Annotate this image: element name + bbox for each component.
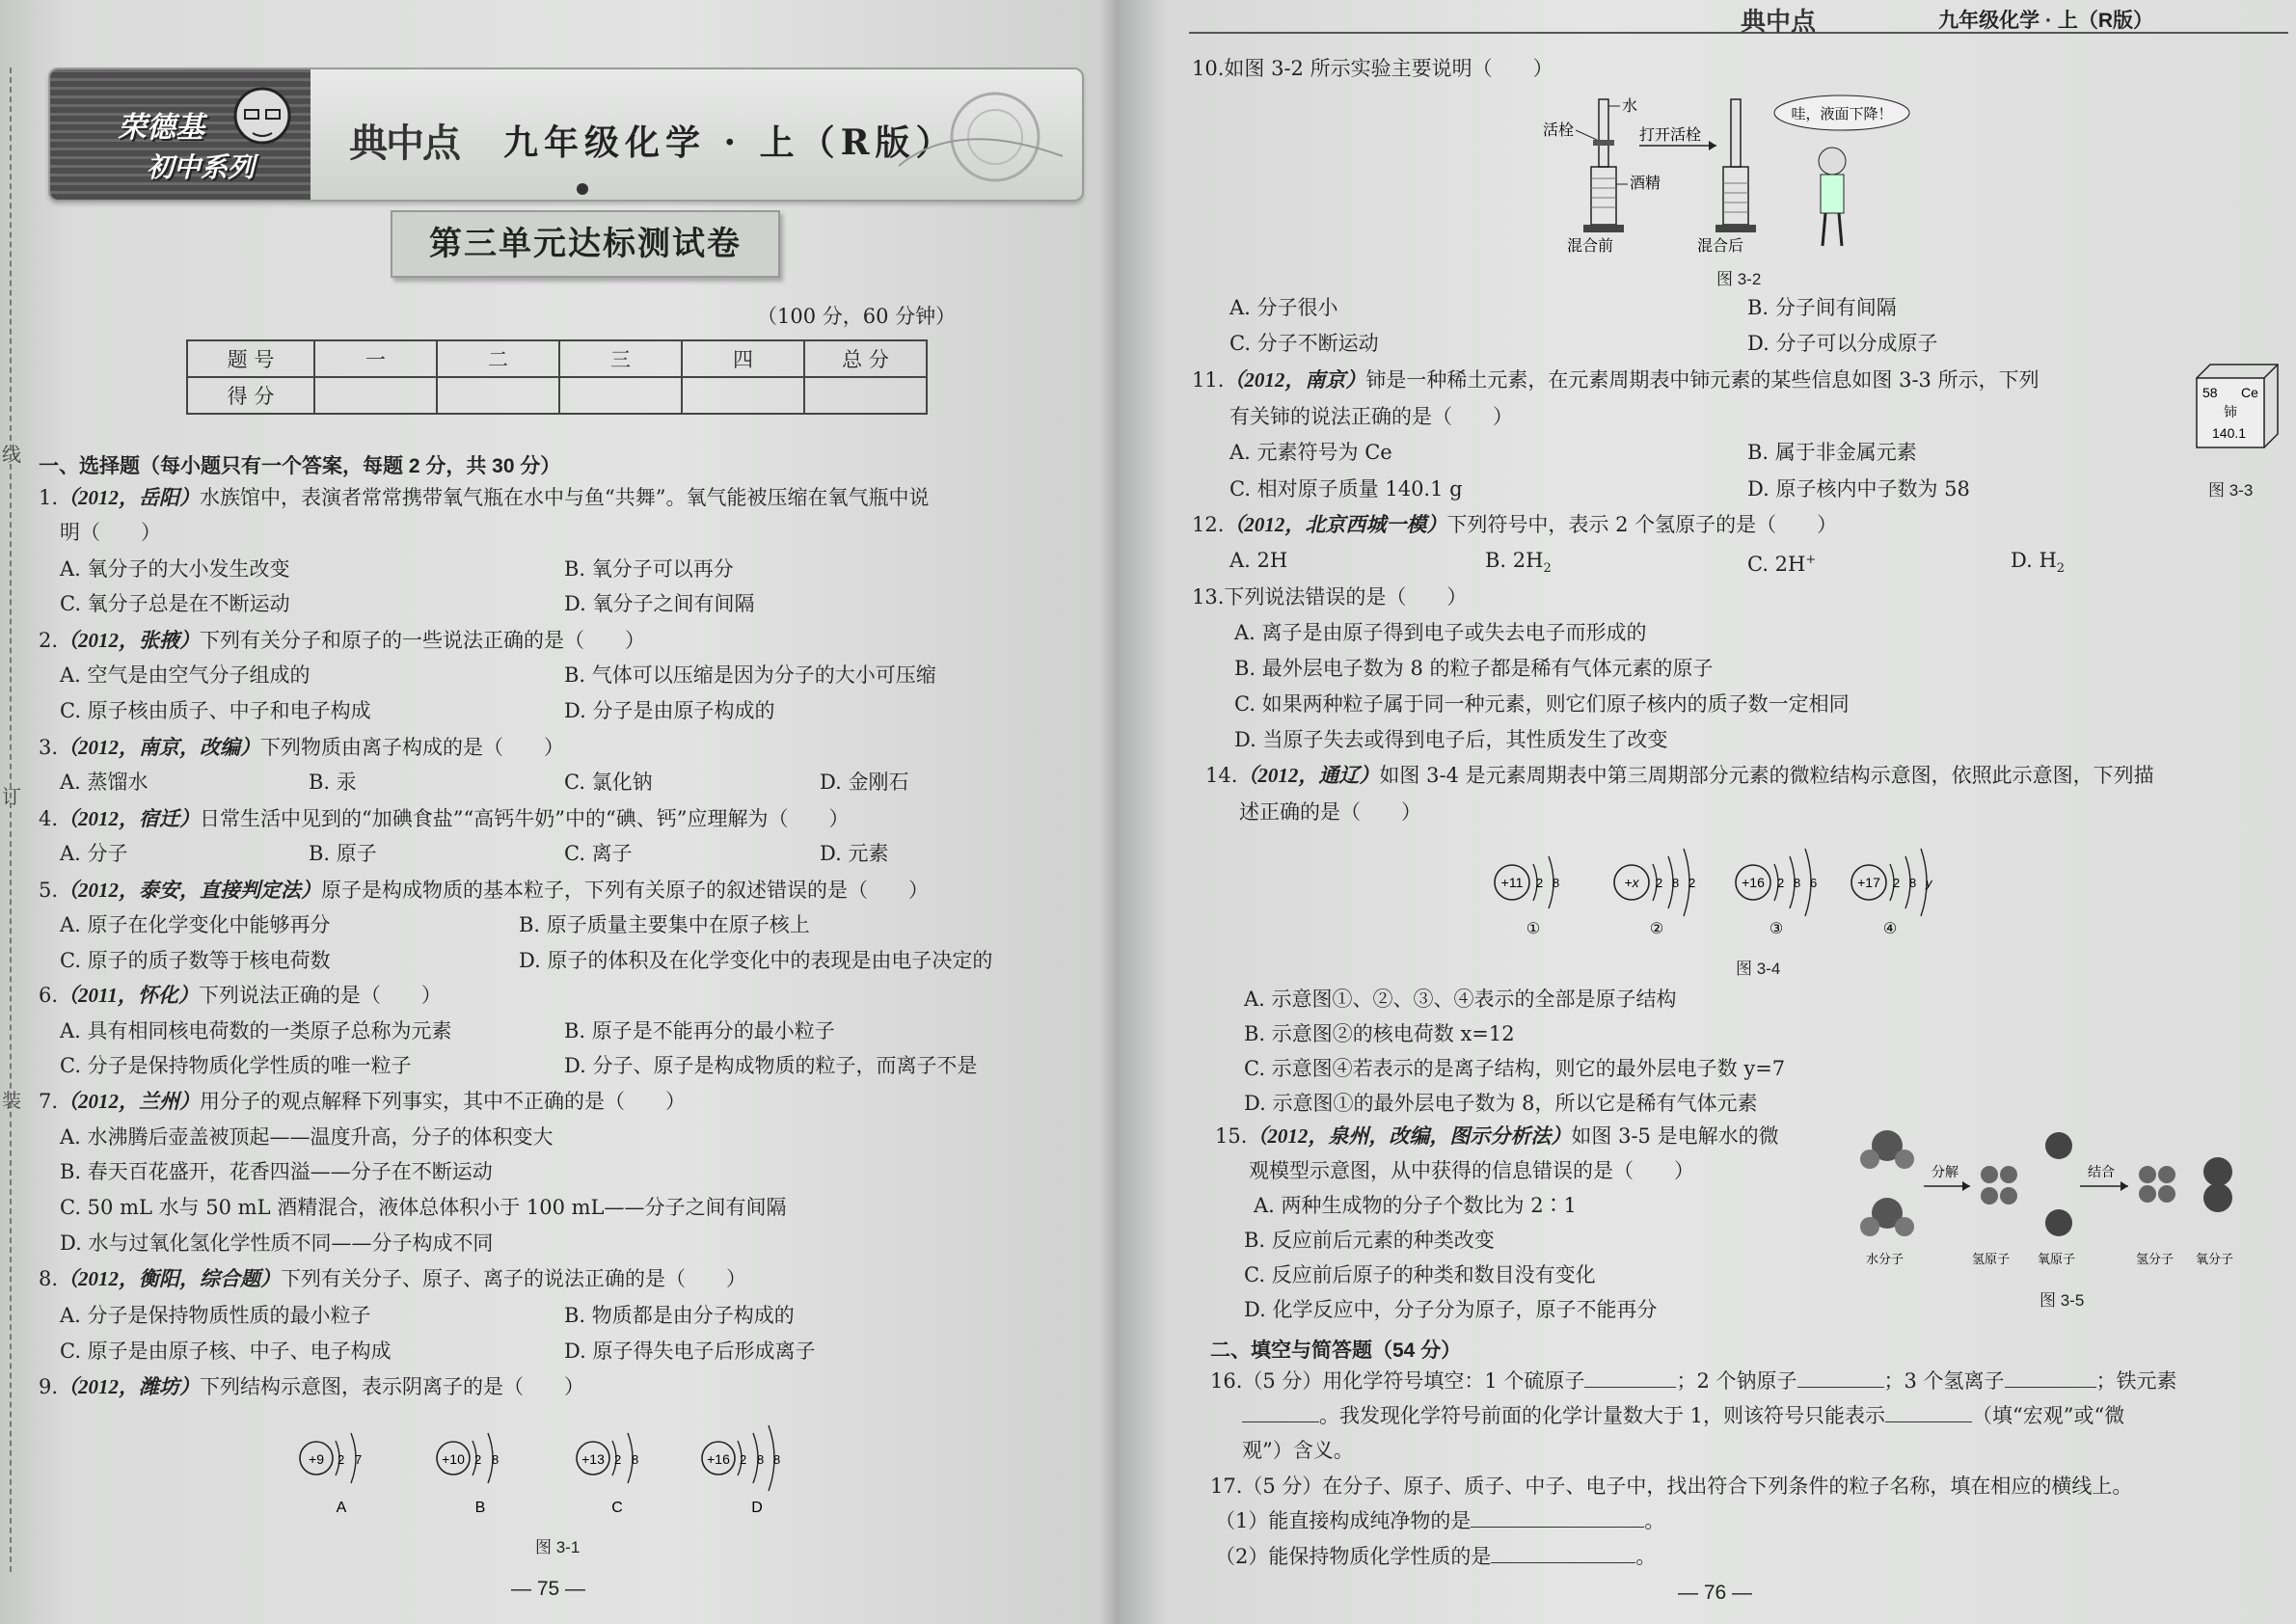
- nucleus-label: +x: [1624, 875, 1639, 890]
- subscript: 2: [1543, 561, 1552, 577]
- label-water-molecule: 水分子: [1866, 1252, 1904, 1266]
- figure-3-5: [1847, 1119, 2271, 1283]
- header-brand-logo: 典中点: [1740, 7, 1816, 36]
- question-5: [39, 877, 929, 904]
- nucleus-label: +10: [442, 1451, 465, 1467]
- label-split: 分解: [1931, 1164, 1958, 1179]
- superscript: +: [1805, 553, 1817, 567]
- question-number: 6.: [39, 984, 59, 1007]
- q5-option-b[interactable]: B. 原子质量主要集中在原子核上: [519, 913, 810, 936]
- question-stem: 下列物质由离子构成的是（ ）: [260, 736, 565, 759]
- question-text: （1）能直接构成纯净物的是: [1215, 1509, 1472, 1532]
- label-oxygen-molecule: 氧分子: [2196, 1252, 2234, 1266]
- question-stem: 下列说法错误的是（ ）: [1224, 585, 1468, 609]
- score-table-cell: 三: [559, 340, 682, 377]
- question-17: 17.（5 分）在分子、原子、质子、中子、电子中，找出符合下列条件的粒子名称，填在相应的横线上。: [1210, 1475, 2133, 1498]
- question-11-stem-cont: 有关铈的说法正确的是（ ）: [1229, 405, 1513, 428]
- shell-count: 8: [773, 1452, 781, 1467]
- q1-option-a[interactable]: A. 氧分子的大小发生改变: [60, 557, 290, 581]
- figure-caption: 图 3-1: [535, 1538, 581, 1556]
- oxygen-atoms-icon: [2045, 1132, 2072, 1236]
- question-source: （2012，兰州）: [58, 1090, 201, 1113]
- option-label: D: [751, 1500, 763, 1516]
- score-table-cell: 得 分: [187, 377, 314, 414]
- question-text: ；3 个氢离子: [1883, 1369, 2005, 1393]
- q13-option-b[interactable]: B. 最外层电子数为 8 的粒子都是稀有气体元素的原子: [1234, 657, 1714, 680]
- figure-3-3: [2189, 357, 2285, 463]
- question-stem: 原子是构成物质的基本粒子，下列有关原子的叙述错误的是（ ）: [321, 879, 930, 902]
- answer-blank[interactable]: [1242, 1404, 1319, 1422]
- page-number: — 75 —: [511, 1578, 586, 1600]
- question-source: （2012，岳阳）: [58, 486, 201, 509]
- page-number: — 76 —: [1678, 1582, 1753, 1604]
- q10-option-b[interactable]: B. 分子间有间隔: [1747, 296, 1897, 319]
- q7-option-a[interactable]: A. 水沸腾后壶盖被顶起——温度升高，分子的体积变大: [60, 1125, 554, 1149]
- test-title-ribbon: [391, 210, 780, 278]
- q6-option-d[interactable]: D. 分子、原子是构成物质的粒子，而离子不是: [564, 1054, 978, 1077]
- section-heading-choice: 一、选择题（每小题只有一个答案，每题 2 分，共 30 分）: [39, 455, 561, 477]
- shell-count: 2: [1688, 876, 1696, 890]
- question-source: （2012，通辽）: [1237, 764, 1380, 787]
- nucleus-label: +16: [1742, 875, 1765, 890]
- q15-option-c[interactable]: C. 反应前后原子的种类和数目没有变化: [1244, 1263, 1596, 1286]
- q4-option-b[interactable]: B. 原子: [309, 842, 377, 865]
- arrow-icon: [1962, 1181, 1970, 1191]
- shell-count: 6: [1810, 876, 1818, 890]
- q3-option-c[interactable]: C. 氯化钠: [564, 771, 653, 794]
- question-source: （2012，南京，改编）: [58, 736, 261, 759]
- shell-count: 2: [338, 1452, 345, 1467]
- arrow-icon: [1709, 141, 1716, 150]
- q12-option-a[interactable]: A. 2H: [1229, 549, 1288, 572]
- arrow-icon: [2120, 1181, 2128, 1191]
- q12-option-b[interactable]: [1485, 547, 1552, 582]
- water-molecule-icon: [1860, 1198, 1914, 1236]
- question-stem: 如图 3-5 是电解水的微: [1571, 1124, 1779, 1148]
- score-info: （100 分，60 分钟）: [757, 305, 957, 328]
- binding-char-zhuang: 装: [2, 1091, 21, 1112]
- q10-option-d[interactable]: D. 分子可以分成原子: [1747, 332, 1938, 355]
- shell-count: 2: [740, 1452, 747, 1467]
- binding-line: [10, 68, 14, 1572]
- q12-option-c[interactable]: [1747, 547, 1816, 578]
- q14-option-d[interactable]: D. 示意图①的最外层电子数为 8，所以它是稀有气体元素: [1244, 1092, 1758, 1115]
- running-header: [1189, 5, 2288, 34]
- question-17-sub1: [1215, 1507, 1664, 1534]
- q2-option-c[interactable]: C. 原子核由质子、中子和电子构成: [60, 699, 371, 722]
- period: 。: [1635, 1545, 1657, 1568]
- answer-blank[interactable]: [1471, 1509, 1644, 1528]
- binding-char-ding: 订: [2, 787, 21, 808]
- question-source: （2012，潍坊）: [58, 1375, 201, 1398]
- question-number: 3.: [39, 736, 59, 759]
- series-logo-top: 荣德基: [118, 112, 204, 144]
- question-number: 4.: [39, 807, 59, 830]
- question-1-stem-cont: 明（ ）: [60, 521, 161, 544]
- question-text: （2）能保持物质化学性质的是: [1215, 1545, 1492, 1568]
- binding-char-xian: 线: [2, 445, 21, 466]
- question-stem: 用分子的观点解释下列事实，其中不正确的是（ ）: [200, 1090, 687, 1113]
- label-after: 混合后: [1697, 238, 1744, 255]
- question-number: 10.: [1192, 57, 1225, 80]
- nucleus-label: +16: [707, 1451, 730, 1467]
- question-16-cont: [1242, 1402, 2124, 1429]
- valve-icon: [1593, 140, 1614, 146]
- question-4: [39, 805, 849, 832]
- question-number: 8.: [39, 1267, 59, 1290]
- option-text: D. H: [2011, 549, 2057, 572]
- period: 。: [1644, 1509, 1665, 1532]
- q7-option-d[interactable]: D. 水与过氧化氢化学性质不同——分子构成不同: [60, 1232, 494, 1255]
- score-input-cell[interactable]: [682, 377, 804, 414]
- tube-before-bottom: [1591, 167, 1616, 225]
- question-stem: 如图 3-2 所示实验主要说明（ ）: [1224, 57, 1553, 80]
- figure-caption: 图 3-3: [2208, 481, 2254, 500]
- question-stem: 日常生活中见到的“加碘食盐”“高钙牛奶”中的“碘、钙”应理解为（ ）: [200, 807, 850, 830]
- question-source: （2011，怀化）: [58, 984, 199, 1007]
- label-oxygen-atom: 氧原子: [2038, 1252, 2076, 1266]
- question-16-cont: 观”）含义。: [1242, 1439, 1354, 1462]
- question-10: [1192, 55, 1553, 82]
- tube-before-top: [1599, 99, 1608, 167]
- nucleus-label: +13: [581, 1451, 605, 1467]
- question-number: 11.: [1192, 368, 1225, 392]
- pin-icon: [577, 183, 588, 195]
- label-open-valve: 打开活栓: [1639, 127, 1702, 144]
- question-text: （填“宏观”或“微: [1972, 1404, 2125, 1427]
- question-stem: 水族馆中，表演者常常携带氧气瓶在水中与鱼“共舞”。氧气能被压缩在氧气瓶中说: [200, 486, 930, 509]
- score-input-cell[interactable]: [437, 377, 559, 414]
- diagram-label: ①: [1526, 921, 1541, 937]
- q1-option-c[interactable]: C. 氧分子总是在不断运动: [60, 592, 290, 615]
- question-number: 14.: [1205, 764, 1238, 787]
- question-14-stem-cont: 述正确的是（ ）: [1239, 800, 1421, 824]
- question-text: 16.（5 分）用化学符号填空：1 个硫原子: [1210, 1369, 1585, 1393]
- question-11: [1192, 366, 2039, 393]
- shell-count: 8: [632, 1452, 639, 1467]
- nucleus-label: +11: [1500, 875, 1524, 890]
- label-alcohol: 酒精: [1630, 176, 1661, 192]
- answer-blank[interactable]: [1797, 1369, 1884, 1388]
- score-table-cell: 一: [314, 340, 437, 377]
- score-table-cell: 四: [682, 340, 804, 377]
- question-9: [39, 1373, 584, 1400]
- q4-option-d[interactable]: D. 元素: [820, 842, 889, 865]
- q13-option-a[interactable]: A. 离子是由原子得到电子或失去电子而形成的: [1234, 621, 1647, 644]
- q10-option-a[interactable]: A. 分子很小: [1229, 296, 1338, 319]
- score-table-cell: 总 分: [804, 340, 927, 377]
- atom-diagram[interactable]: [577, 1433, 638, 1516]
- q6-option-c[interactable]: C. 分子是保持物质化学性质的唯一粒子: [60, 1054, 412, 1077]
- q14-option-b[interactable]: B. 示意图②的核电荷数 x=12: [1244, 1022, 1515, 1045]
- q3-option-d[interactable]: D. 金刚石: [820, 771, 909, 794]
- score-table-row: [187, 340, 927, 377]
- question-number: 2.: [39, 629, 59, 652]
- tube-after-top: [1731, 99, 1741, 167]
- q14-option-c[interactable]: C. 示意图④若表示的是离子结构，则它的最外层电子数 y=7: [1244, 1057, 1786, 1080]
- q11-option-a[interactable]: A. 元素符号为 Ce: [1229, 441, 1392, 464]
- answer-blank[interactable]: [1491, 1545, 1635, 1563]
- question-12: [1192, 511, 1837, 538]
- figure-3-1: [280, 1408, 839, 1524]
- q3-option-a[interactable]: A. 蒸馏水: [60, 771, 149, 794]
- element-symbol: Ce: [2241, 385, 2258, 400]
- question-number: 7.: [39, 1090, 59, 1113]
- shell-count: y: [1926, 876, 1932, 890]
- atom-diagram[interactable]: [1495, 856, 1559, 937]
- figure-3-4: [1485, 829, 1967, 945]
- q7-option-c[interactable]: C. 50 mL 水与 50 mL 酒精混合，液体总体积小于 100 mL——分子之间有间隔: [60, 1196, 787, 1219]
- question-source: （2012，衡阳，综合题）: [58, 1267, 282, 1290]
- figure-3-2: [1533, 92, 2112, 256]
- question-source: （2012，张掖）: [58, 629, 201, 652]
- tube-after-bottom: [1723, 167, 1748, 225]
- shell-count: 8: [1794, 876, 1801, 890]
- option-label: C: [611, 1500, 623, 1516]
- q7-option-b[interactable]: B. 春天百花盛开，花香四溢——分子在不断运动: [60, 1160, 493, 1183]
- shell-count: 8: [492, 1452, 500, 1467]
- q2-option-d[interactable]: D. 分子是由原子构成的: [564, 699, 775, 722]
- diagram-label: ④: [1882, 921, 1898, 937]
- question-7: [39, 1088, 686, 1115]
- question-number: 13.: [1192, 585, 1225, 609]
- shell-count: 2: [474, 1452, 482, 1467]
- student-figure-icon: [1819, 148, 1846, 246]
- question-stem: 下列有关分子、原子、离子的说法正确的是（ ）: [281, 1267, 747, 1290]
- question-number: 1.: [39, 486, 59, 509]
- q13-option-c[interactable]: C. 如果两种粒子属于同一种元素，则它们原子核内的质子数一定相同: [1234, 692, 1850, 716]
- question-6: [39, 982, 442, 1009]
- diagram-label: ③: [1769, 921, 1784, 937]
- nucleus-label: +17: [1857, 875, 1880, 890]
- shell-count: 8: [757, 1452, 765, 1467]
- shell-count: 2: [1777, 876, 1785, 890]
- q12-option-d[interactable]: [2011, 547, 2065, 582]
- q6-option-b[interactable]: B. 原子是不能再分的最小粒子: [564, 1019, 835, 1042]
- question-16: [1210, 1367, 2177, 1394]
- option-label: A: [336, 1500, 347, 1516]
- q13-option-d[interactable]: D. 当原子失去或得到电子后，其性质发生了改变: [1234, 728, 1668, 751]
- answer-blank[interactable]: [1584, 1369, 1676, 1388]
- q11-option-d[interactable]: D. 原子核内中子数为 58: [1747, 477, 1970, 501]
- q14-option-a[interactable]: A. 示意图①、②、③、④表示的全部是原子结构: [1244, 988, 1677, 1011]
- q11-option-b[interactable]: B. 属于非金属元素: [1747, 441, 1917, 464]
- question-15-stem-cont: 观模型示意图，从中获得的信息错误的是（ ）: [1249, 1159, 1694, 1182]
- score-input-cell[interactable]: [559, 377, 682, 414]
- series-logo: [50, 69, 311, 200]
- book-banner: [48, 68, 1084, 202]
- subscript: 2: [2056, 561, 2066, 577]
- q11-option-c[interactable]: C. 相对原子质量 140.1 g: [1229, 477, 1463, 501]
- option-label: B: [474, 1500, 486, 1516]
- score-table-cell: 二: [437, 340, 559, 377]
- answer-blank[interactable]: [1885, 1404, 1972, 1422]
- q5-option-a[interactable]: A. 原子在化学变化中能够再分: [60, 913, 331, 936]
- question-source: （2012，宿迁）: [58, 807, 201, 830]
- label-water: 水: [1622, 98, 1638, 115]
- floral-decoration-icon: [879, 79, 1072, 195]
- shell-count: 8: [1553, 876, 1560, 890]
- test-title: 第三单元达标测试卷: [429, 226, 742, 262]
- left-page: [0, 0, 1119, 1624]
- q5-option-d[interactable]: D. 原子的体积及在化学变化中的表现是由电子决定的: [519, 949, 993, 972]
- q8-option-b[interactable]: B. 物质都是由分子构成的: [564, 1304, 795, 1327]
- question-source: （2012，泉州，改编，图示分析法）: [1247, 1124, 1572, 1148]
- question-stem: 下列结构示意图，表示阴离子的是（ ）: [200, 1375, 585, 1398]
- atom-diagram[interactable]: [1736, 849, 1817, 937]
- question-number: 12.: [1192, 513, 1225, 536]
- right-page: [1119, 0, 2296, 1624]
- option-text: C. 2H: [1747, 553, 1806, 576]
- question-number: 5.: [39, 879, 59, 902]
- question-stem: 如图 3-4 是元素周期表中第三周期部分元素的微粒结构示意图，依照此示意图，下列描: [1379, 764, 2154, 787]
- figure-caption: 图 3-2: [1716, 270, 1762, 288]
- author-portrait-icon: [224, 77, 301, 164]
- book-title: 九年级化学 · 上（R版）: [503, 122, 957, 163]
- header-title: 九年级化学 · 上（R版）: [1938, 10, 2153, 32]
- label-valve: 活栓: [1543, 122, 1575, 139]
- speech-text: 哇，液面下降！: [1791, 106, 1893, 122]
- question-number: 9.: [39, 1375, 59, 1398]
- oxygen-molecule-icon: [2203, 1157, 2232, 1212]
- question-text: 。我发现化学符号前面的化学计量数大于 1，则该符号只能表示: [1319, 1404, 1886, 1427]
- question-14: [1205, 762, 2154, 789]
- question-stem: 下列说法正确的是（ ）: [198, 984, 442, 1007]
- score-table-row: [187, 377, 927, 414]
- diagram-label: ②: [1649, 921, 1664, 937]
- label-before: 混合前: [1567, 238, 1614, 255]
- q8-option-d[interactable]: D. 原子得失电子后形成离子: [564, 1340, 816, 1363]
- hydrogen-molecules-icon: [2139, 1166, 2175, 1203]
- score-table-cell: 题 号: [187, 340, 314, 377]
- element-name: 铈: [2224, 404, 2237, 420]
- question-17-sub2: [1215, 1543, 1656, 1570]
- question-stem: 下列有关分子和原子的一些说法正确的是（ ）: [200, 629, 646, 652]
- question-number: 15.: [1215, 1124, 1248, 1148]
- shell-count: 2: [614, 1452, 622, 1467]
- atom-diagram[interactable]: [702, 1425, 780, 1516]
- q15-option-d[interactable]: D. 化学反应中，分子分为原子，原子不能再分: [1244, 1298, 1658, 1321]
- q8-option-c[interactable]: C. 原子是由原子核、中子、电子构成: [60, 1340, 392, 1363]
- option-text: B. 2H: [1485, 549, 1544, 572]
- score-input-cell[interactable]: [314, 377, 437, 414]
- question-stem: 下列符号中，表示 2 个氢原子的是（ ）: [1446, 513, 1838, 536]
- atomic-number: 58: [2202, 385, 2218, 400]
- shell-count: 8: [1909, 876, 1917, 890]
- question-text: ；2 个钠原子: [1676, 1369, 1797, 1393]
- question-source: （2012，北京西城一模）: [1224, 513, 1447, 536]
- water-molecule-icon: [1860, 1130, 1914, 1169]
- atomic-mass: 140.1: [2212, 425, 2247, 441]
- question-source: （2012，泰安，直接判定法）: [58, 879, 322, 902]
- shell-count: 2: [1893, 876, 1901, 890]
- question-8: [39, 1265, 746, 1292]
- figure-caption: 图 3-5: [2039, 1291, 2085, 1310]
- atom-diagram[interactable]: [1614, 849, 1695, 937]
- question-stem: 铈是一种稀土元素，在元素周期表中铈元素的某些信息如图 3-3 所示，下列: [1365, 368, 2039, 392]
- question-source: （2012，南京）: [1224, 368, 1366, 392]
- atom-diagram[interactable]: [300, 1433, 362, 1516]
- atom-diagram[interactable]: [1851, 849, 1933, 937]
- question-2: [39, 627, 645, 654]
- hydrogen-atoms-icon: [1981, 1166, 2017, 1204]
- shell-count: 8: [1672, 876, 1680, 890]
- label-hydrogen-molecule: 氢分子: [2136, 1252, 2174, 1266]
- q10-option-c[interactable]: C. 分子不断运动: [1229, 332, 1379, 355]
- question-15: [1215, 1123, 1779, 1150]
- question-3: [39, 734, 564, 761]
- score-table: [186, 339, 928, 415]
- nucleus-label: +9: [309, 1451, 324, 1467]
- brand-logo: 典中点: [349, 122, 459, 165]
- label-combine: 结合: [2088, 1164, 2115, 1179]
- figure-caption: 图 3-4: [1736, 960, 1781, 978]
- answer-blank[interactable]: [2005, 1369, 2096, 1388]
- section-heading-fill: 二、填空与简答题（54 分）: [1210, 1340, 1462, 1362]
- q15-option-b[interactable]: B. 反应前后元素的种类改变: [1244, 1229, 1495, 1252]
- series-logo-bottom: 初中系列: [147, 152, 256, 182]
- question-1: [39, 484, 930, 511]
- q15-option-a[interactable]: A. 两种生成物的分子个数比为 2∶1: [1254, 1194, 1577, 1217]
- q2-option-a[interactable]: A. 空气是由空气分子组成的: [60, 663, 311, 687]
- q1-option-d[interactable]: D. 氧分子之间有间隔: [564, 592, 755, 615]
- q1-option-b[interactable]: B. 氧分子可以再分: [564, 557, 734, 581]
- q6-option-a[interactable]: A. 具有相同核电荷数的一类原子总称为元素: [60, 1019, 452, 1042]
- atom-diagram[interactable]: [437, 1433, 499, 1516]
- q3-option-b[interactable]: B. 汞: [309, 771, 357, 794]
- shell-count: 2: [1536, 876, 1544, 890]
- q4-option-a[interactable]: A. 分子: [60, 842, 128, 865]
- q4-option-c[interactable]: C. 离子: [564, 842, 633, 865]
- shell-count: 7: [355, 1452, 363, 1467]
- score-input-cell[interactable]: [804, 377, 927, 414]
- shell-count: 2: [1656, 876, 1663, 890]
- question-13: [1192, 583, 1467, 610]
- question-text: ；铁元素: [2095, 1369, 2177, 1393]
- label-hydrogen-atom: 氢原子: [1972, 1252, 2011, 1266]
- q8-option-a[interactable]: A. 分子是保持物质性质的最小粒子: [60, 1304, 371, 1327]
- q5-option-c[interactable]: C. 原子的质子数等于核电荷数: [60, 949, 331, 972]
- q2-option-b[interactable]: B. 气体可以压缩是因为分子的大小可压缩: [564, 663, 936, 687]
